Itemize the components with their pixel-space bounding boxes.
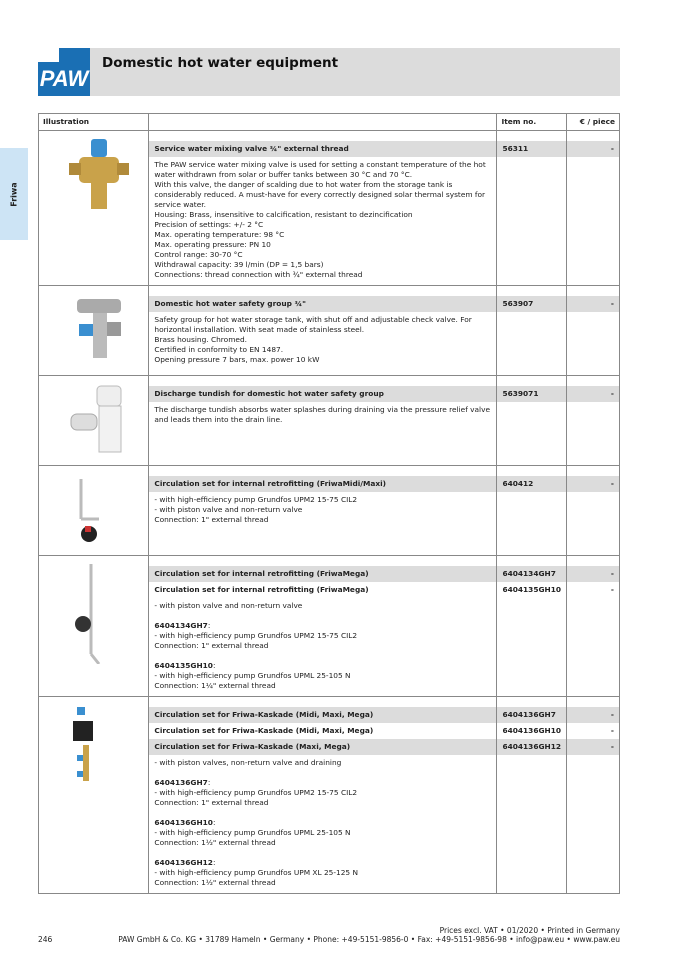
price: - — [567, 739, 619, 755]
variant-line: - with high-efficiency pump Grundfos UPM2 15-75 CIL2 — [154, 788, 358, 797]
variant-code: 6404136GH12: — [154, 858, 216, 867]
product-title: Circulation set for internal retrofitting (FriwaMidi/Maxi) — [149, 476, 496, 492]
product-title: Circulation set for Friwa-Kaskade (Midi, Maxi, Mega) — [149, 707, 496, 723]
variant-code: 6404136GH10: — [154, 818, 216, 827]
description-line: - with high-efficiency pump Grundfos UPM2 15-75 CIL2 — [154, 495, 358, 504]
product-description — [149, 492, 496, 530]
product-row — [39, 286, 620, 376]
description-line: Max. operating temperature: 98 °C — [154, 230, 285, 239]
footer-line-1: Prices excl. VAT • 01/2020 • Printed in Germany — [439, 926, 620, 935]
item-number[interactable]: 6404136GH7 — [497, 707, 566, 723]
item-number[interactable]: 6404136GH12 — [497, 739, 566, 755]
product-image — [69, 384, 123, 457]
price: - — [567, 707, 619, 723]
product-description — [149, 755, 496, 893]
product-image — [69, 139, 123, 222]
side-tab-label: Friwa — [9, 181, 19, 207]
price: - — [567, 141, 619, 157]
page-number: 246 — [38, 935, 53, 944]
description-line: Control range: 30-70 °C — [154, 250, 243, 259]
price: - — [567, 566, 619, 582]
description-line: Brass housing. Chromed. — [154, 335, 247, 344]
product-row — [39, 466, 620, 556]
variant-line: - with high-efficiency pump Grundfos UPM XL 25-125 N — [154, 868, 358, 877]
header-description — [149, 114, 497, 131]
item-number[interactable]: 640412 — [497, 476, 566, 492]
paw-logo — [38, 48, 90, 96]
product-title: Circulation set for internal retrofitting (FriwaMega) — [154, 585, 369, 594]
product-title: Domestic hot water safety group ¾" — [149, 296, 496, 312]
product-description — [149, 312, 496, 370]
description-line: Precision of settings: +/- 2 °C — [154, 220, 264, 229]
variant-line: - with high-efficiency pump Grundfos UPM2 15-75 CIL2 — [154, 631, 358, 640]
product-row — [39, 556, 620, 697]
product-image — [69, 705, 123, 788]
product-illustration — [39, 466, 149, 556]
product-title: Circulation set for Friwa-Kaskade (Midi, Maxi, Mega) — [154, 726, 374, 735]
logo-text: PAW — [39, 66, 89, 91]
product-illustration — [39, 556, 149, 697]
product-title: Circulation set for internal retrofitting (FriwaMega) — [149, 566, 496, 582]
description-line: The PAW service water mixing valve is used for setting a constant temperature of the hot water withdrawn from solar or buffer tanks between 30 °C and 70 °C. — [154, 160, 486, 179]
item-number[interactable]: 563907 — [497, 296, 566, 312]
product-title: Discharge tundish for domestic hot water safety group — [149, 386, 496, 402]
product-image — [69, 294, 123, 367]
header-price: € / piece — [567, 114, 620, 131]
variant-code: 6404134GH7: — [154, 621, 211, 630]
product-image — [69, 474, 123, 557]
product-description — [149, 157, 496, 285]
description-line: Housing: Brass, insensitive to calcification, resistant to dezincification — [154, 210, 413, 219]
description-line: The discharge tundish absorbs water splashes during draining via the pressure relief valve and leads them into the drain line. — [154, 405, 491, 424]
product-illustration — [39, 376, 149, 466]
side-tab-friwa[interactable] — [0, 148, 28, 240]
description-line: - with piston valve and non-return valve — [154, 505, 303, 514]
item-number[interactable]: 6404136GH10 — [502, 726, 562, 735]
product-description — [149, 402, 496, 430]
variant-code: 6404136GH7: — [154, 778, 211, 787]
price: - — [610, 585, 614, 594]
item-number[interactable]: 6404134GH7 — [497, 566, 566, 582]
variant-line: - with high-efficiency pump Grundfos UPML 25-105 N — [154, 671, 351, 680]
variant-line: Connection: 1" external thread — [154, 798, 269, 807]
product-illustration — [39, 131, 149, 286]
variant-line: Connection: 1¼" external thread — [154, 681, 276, 690]
price: - — [567, 386, 619, 402]
price: - — [567, 476, 619, 492]
product-row — [39, 376, 620, 466]
description-line: Max. operating pressure: PN 10 — [154, 240, 271, 249]
product-title: Circulation set for Friwa-Kaskade (Maxi, Mega) — [149, 739, 496, 755]
variant-line: Connection: 1½" external thread — [154, 838, 276, 847]
product-image — [69, 564, 123, 667]
product-row — [39, 131, 620, 286]
variant-line: - with high-efficiency pump Grundfos UPML 25-105 N — [154, 828, 351, 837]
description-line: Connection: 1" external thread — [154, 515, 269, 524]
description-line: Opening pressure 7 bars, max. power 10 kW — [154, 355, 320, 364]
variant-line: Connection: 1½" external thread — [154, 878, 276, 887]
footer-line-2: PAW GmbH & Co. KG • 31789 Hameln • Germany • Phone: +49-5151-9856-0 • Fax: +49-5151-9856-98 • info@paw.eu • www.paw.eu — [118, 935, 620, 944]
product-description — [149, 598, 496, 696]
product-table — [38, 113, 620, 894]
page-header — [90, 48, 620, 96]
product-illustration — [39, 697, 149, 894]
description-line: Certified in conformity to EN 1487. — [154, 345, 284, 354]
item-number[interactable]: 56311 — [497, 141, 566, 157]
variant-line: Connection: 1" external thread — [154, 641, 269, 650]
price: - — [610, 726, 614, 735]
header-illustration: Illustration — [39, 114, 149, 131]
product-title: Service water mixing valve ¾" external thread — [149, 141, 496, 157]
item-number[interactable]: 5639071 — [497, 386, 566, 402]
description-line: Connections: thread connection with ¾" external thread — [154, 270, 363, 279]
item-number[interactable]: 6404135GH10 — [502, 585, 562, 594]
description-line: With this valve, the danger of scalding due to hot water from the storage tank is considerably reduced. A must-have for every correctly designed solar thermal system for service water. — [154, 180, 486, 209]
description-line: - with piston valve and non-return valve — [154, 601, 303, 610]
description-line: - with piston valves, non-return valve and draining — [154, 758, 342, 767]
product-illustration — [39, 286, 149, 376]
description-line: Safety group for hot water storage tank, with shut off and adjustable check valve. For horizontal installation. With seat made of stainless steel. — [154, 315, 472, 334]
description-line: Withdrawal capacity: 39 l/min (DP = 1,5 bars) — [154, 260, 324, 269]
header-item-no: Item no. — [497, 114, 567, 131]
price: - — [567, 296, 619, 312]
product-row — [39, 697, 620, 894]
page-title: Domestic hot water equipment — [102, 55, 339, 71]
variant-code: 6404135GH10: — [154, 661, 216, 670]
